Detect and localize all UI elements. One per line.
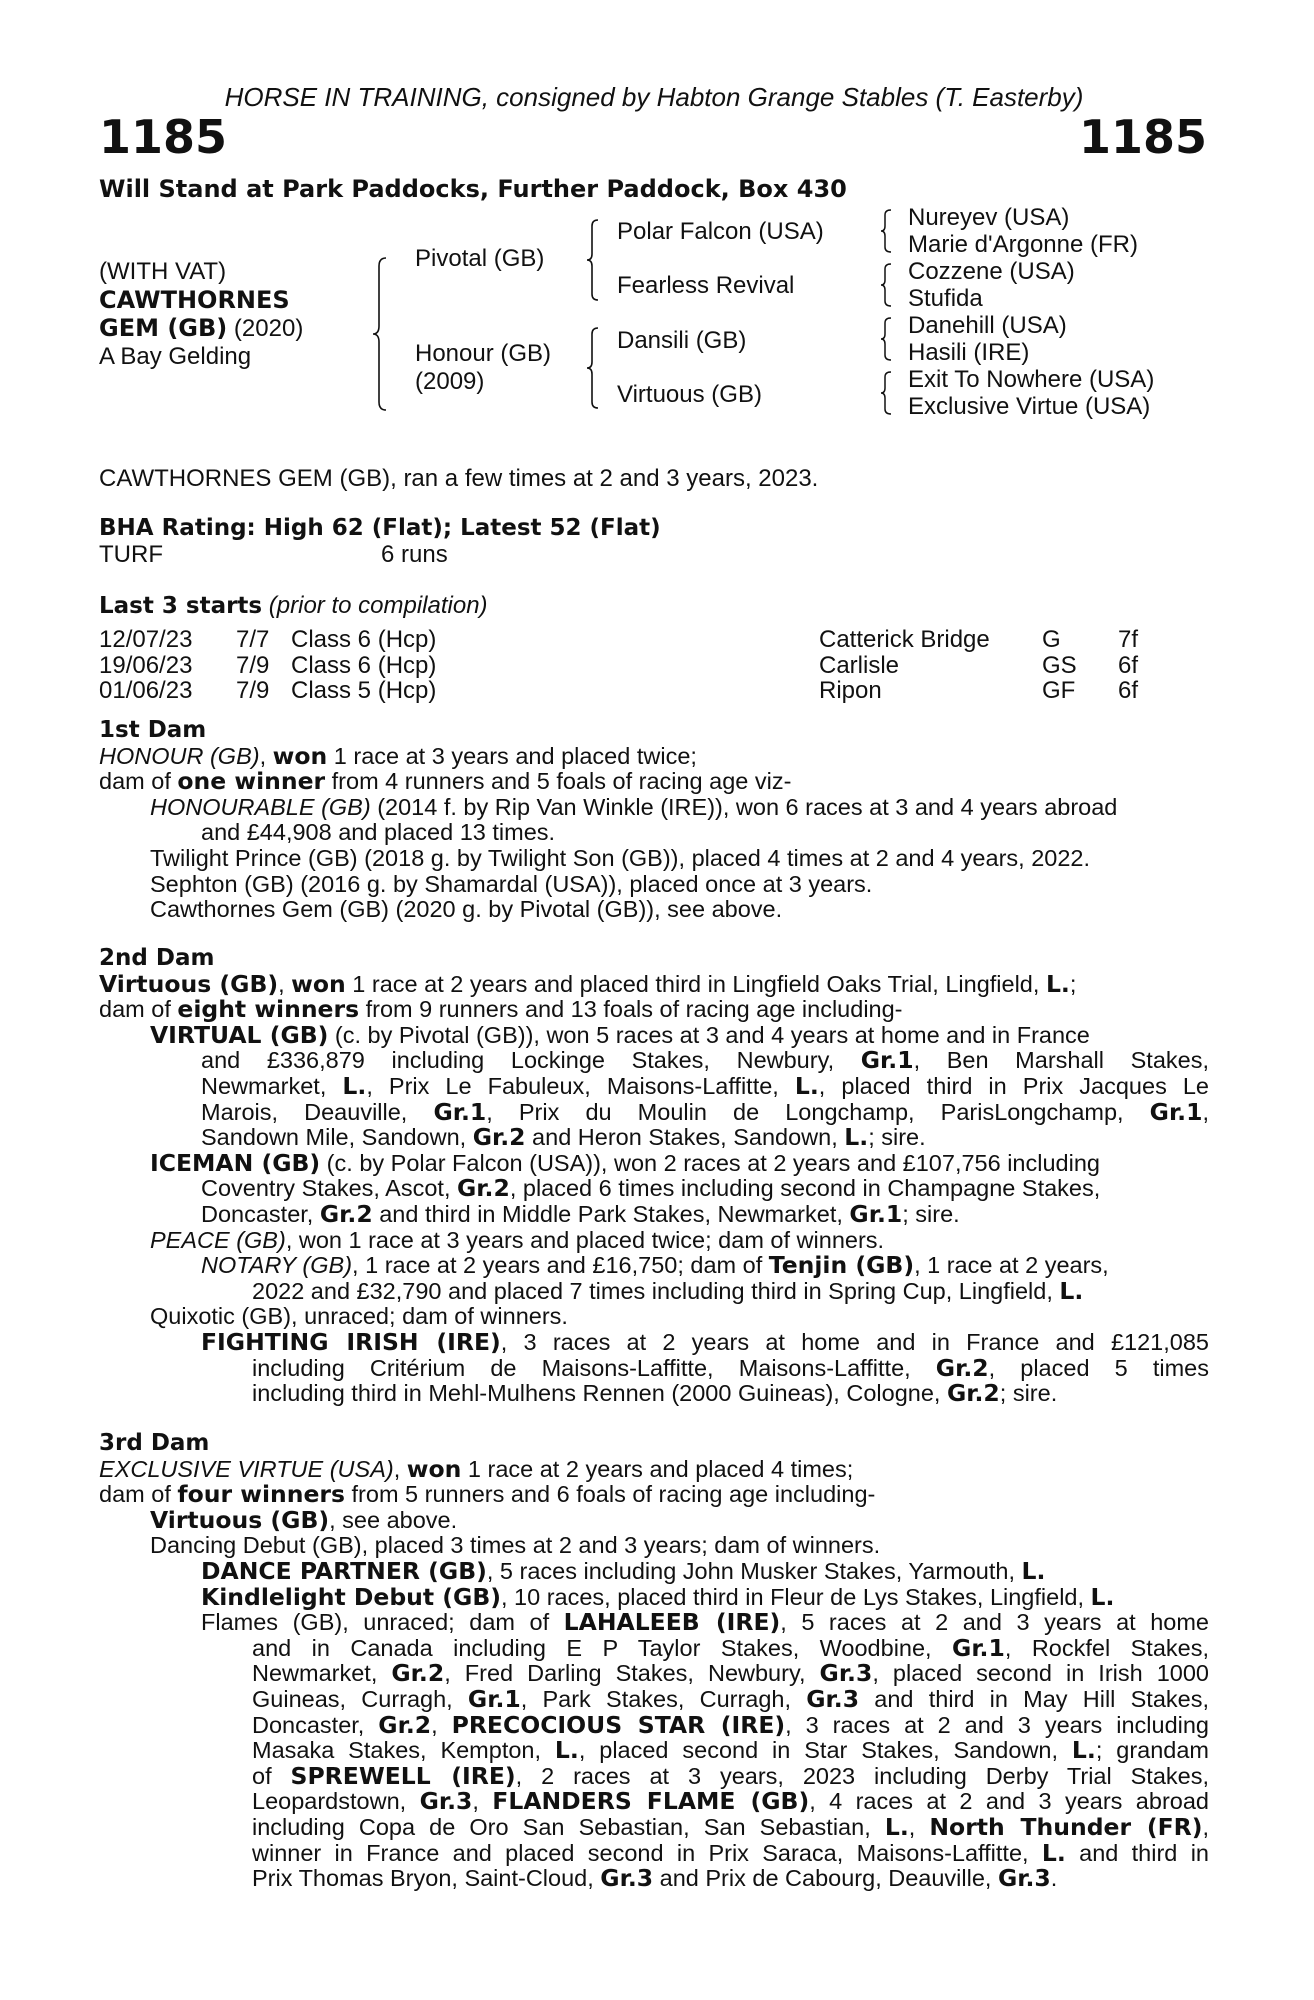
gg-3: Cozzene (USA) <box>908 258 1075 285</box>
bha-rating: BHA Rating: High 62 (Flat); Latest 52 (Flat) <box>99 515 661 541</box>
grade-label: Gr.3 <box>997 1864 1051 1893</box>
progeny-name: DANCE PARTNER (GB) <box>201 1556 487 1585</box>
text: , 4 races at 2 and 3 years abroad <box>809 1788 1209 1815</box>
grade-label: Gr.2 <box>457 1174 510 1203</box>
text: 1 race at 2 years and placed third in Lingfield Oaks Trial, Lingfield, <box>345 970 1046 997</box>
first-dam-title: 1st Dam <box>99 717 207 743</box>
flames-line11 <box>99 1866 1209 1892</box>
progeny-1 <box>99 795 1209 821</box>
horse-name-line2 <box>99 314 303 343</box>
progeny-name: SPREWELL (IRE) <box>290 1761 516 1790</box>
text: , Prix Le Fabuleux, Maisons-Laffitte, <box>366 1072 795 1099</box>
last-starts-label: Last 3 starts <box>99 593 263 619</box>
iceman-line1 <box>99 1148 1209 1177</box>
text: from 4 runners and 5 foals of racing age viz- <box>325 768 792 795</box>
flames-line8 <box>99 1789 1209 1815</box>
second-dam-title: 2nd Dam <box>99 945 215 971</box>
flames-line7 <box>99 1761 1209 1790</box>
sire: Pivotal (GB) <box>415 245 545 272</box>
text: , 3 races at 2 and 3 years including <box>785 1711 1209 1738</box>
grade-label: Gr.1 <box>467 1684 521 1713</box>
virtual-line2 <box>99 1048 1209 1074</box>
text: ; grandam <box>1095 1737 1209 1764</box>
text: , 2 races at 3 years, 2023 including Derby Trial Stakes, <box>515 1762 1209 1789</box>
pedigree-bracket-main <box>372 256 392 412</box>
listed-label: L. <box>1090 1582 1115 1611</box>
gg-6: Hasili (IRE) <box>908 339 1030 366</box>
text: Prix Thomas Bryon, Saint-Cloud, <box>252 1865 601 1892</box>
text: Doncaster, <box>252 1711 379 1738</box>
text: , <box>393 1455 407 1482</box>
won-label: won <box>272 741 328 770</box>
winner-count: eight winners <box>177 995 360 1024</box>
text: ; sire. <box>999 1380 1058 1407</box>
horse-name-line1: CAWTHORNES <box>99 286 290 314</box>
grade-label: Gr.3 <box>419 1787 473 1816</box>
third-dam-line1 <box>99 1454 1209 1483</box>
text: , <box>431 1711 452 1738</box>
text: ; <box>1069 970 1077 997</box>
text: (2014 f. by Rip Van Winkle (IRE)), won 6 races at 3 and 4 years abroad <box>370 793 1118 820</box>
text: dam of <box>99 996 178 1023</box>
dam-dam: Virtuous (GB) <box>617 381 762 408</box>
notary-line1 <box>99 1253 1209 1279</box>
progeny-name: FIGHTING IRISH (IRE) <box>201 1327 501 1356</box>
text: of <box>252 1762 291 1789</box>
grade-label: Gr.2 <box>472 1123 526 1152</box>
text: , 5 races including John Musker Stakes, Yarmouth, <box>486 1557 1022 1584</box>
winner-count: one winner <box>177 767 326 796</box>
text: Doncaster, <box>201 1200 320 1227</box>
start-distance: 6f <box>1118 651 1139 679</box>
text: Guineas, Curragh, <box>252 1685 468 1712</box>
gg-7: Exit To Nowhere (USA) <box>908 366 1155 393</box>
horse-name: GEM (GB) <box>99 314 228 342</box>
start-date: 01/06/23 <box>99 677 193 704</box>
progeny-name: NOTARY (GB) <box>201 1252 353 1279</box>
text: dam of <box>99 768 178 795</box>
flames-line2 <box>99 1633 1209 1662</box>
pedigree-bracket-g4 <box>880 370 894 416</box>
text: Flames (GB), unraced; dam of <box>201 1609 564 1636</box>
text: , <box>1202 1813 1210 1840</box>
text: Newmarket, <box>201 1072 343 1099</box>
listed-label: L. <box>1071 1736 1096 1765</box>
progeny-name: Tenjin (GB) <box>768 1251 915 1280</box>
second-dam-line1: Virtuous (GB), won 1 race at 2 years and placed third in Lingfield Oaks Trial, Lingfield, L.; <box>99 969 1077 998</box>
gg-5: Danehill (USA) <box>908 312 1067 339</box>
last-starts-note: (prior to compilation) <box>262 592 488 619</box>
start-distance: 7f <box>1118 626 1139 653</box>
sire-sire: Polar Falcon (USA) <box>617 218 824 245</box>
kindlelight-line <box>99 1582 1209 1611</box>
listed-label: L. <box>794 1071 819 1100</box>
text: , <box>908 1813 930 1840</box>
virtual-line4 <box>99 1097 1209 1126</box>
progeny-name: North Thunder (FR) <box>929 1812 1203 1841</box>
horse-description: A Bay Gelding <box>99 343 252 370</box>
consignment-line: HORSE IN TRAINING, consigned by Habton Grange Stables (T. Easterby) <box>224 82 1084 112</box>
start-course: Catterick Bridge <box>819 626 990 653</box>
flames-line3 <box>99 1661 1209 1687</box>
text: 1 race at 2 years and placed 4 times; <box>461 1455 854 1482</box>
grade-label: Gr.1 <box>860 1046 914 1075</box>
text: Sandown Mile, Sandown, <box>201 1124 473 1151</box>
listed-label: L. <box>554 1736 579 1765</box>
start-going: GF <box>1042 677 1076 704</box>
text: from 9 runners and 13 foals of racing age including- <box>359 996 903 1023</box>
progeny-name: Virtuous (GB) <box>150 1505 330 1534</box>
grade-label: Gr.2 <box>319 1199 373 1228</box>
text: ; sire. <box>902 1200 960 1227</box>
start-date: 12/07/23 <box>99 626 193 653</box>
grade-label: Gr.2 <box>391 1659 445 1688</box>
text: , see above. <box>329 1506 458 1533</box>
text: including Critérium de Maisons-Laffitte, Maisons-Laffitte, <box>252 1354 936 1381</box>
second-dam-name: Virtuous (GB) <box>99 969 279 998</box>
notary-line2 <box>99 1276 1209 1305</box>
text: . <box>1050 1865 1058 1892</box>
first-dam-line2 <box>99 769 1209 795</box>
dam: Honour (GB) <box>415 340 552 367</box>
start-course: Ripon <box>819 677 882 704</box>
grade-label: Gr.3 <box>806 1684 860 1713</box>
progeny-name: HONOURABLE (GB) <box>150 793 371 820</box>
text: , placed 5 times <box>988 1354 1209 1381</box>
listed-label: L. <box>342 1071 367 1100</box>
flames-line6 <box>99 1738 1209 1764</box>
second-dam-section <box>99 946 1209 1407</box>
grade-label: Gr.1 <box>1149 1097 1203 1126</box>
start-course: Carlisle <box>819 651 900 679</box>
surface: TURF <box>99 541 163 568</box>
text: , 1 race at 2 years and £16,750; dam of <box>352 1252 769 1279</box>
dancing-debut-line: Dancing Debut (GB), placed 3 times at 2 and 3 years; dam of winners. <box>150 1532 881 1559</box>
start-date: 19/06/23 <box>99 651 193 679</box>
grade-label: Gr.1 <box>952 1633 1005 1662</box>
horse-info <box>99 258 303 371</box>
flames-line1 <box>99 1610 1209 1636</box>
text: and Prix de Cabourg, Deauville, <box>653 1865 998 1892</box>
flames-line4 <box>99 1684 1209 1713</box>
last-starts-title <box>99 592 488 620</box>
text: including third in Mehl-Mulhens Rennen (2000 Guineas), Cologne, <box>252 1380 947 1407</box>
text: , Park Stakes, Curragh, <box>520 1685 807 1712</box>
text: (c. by Pivotal (GB)), won 5 races at 3 and 4 years at home and in France <box>328 1021 1090 1048</box>
progeny-name: VIRTUAL (GB) <box>150 1020 329 1049</box>
listed-label: L. <box>1041 1838 1066 1867</box>
dance-partner-line <box>99 1556 1209 1585</box>
text: and third in May Hill Stakes, <box>859 1685 1209 1712</box>
third-dam-name: EXCLUSIVE VIRTUE (USA) <box>99 1455 394 1482</box>
text: and third in <box>1065 1839 1209 1866</box>
grade-label: Gr.3 <box>600 1864 654 1893</box>
text: Leopardstown, <box>252 1788 420 1815</box>
progeny-name: Kindlelight Debut (GB) <box>201 1582 501 1611</box>
iceman-line2 <box>99 1176 1209 1202</box>
text: , placed 6 times including second in Champagne Stakes, <box>509 1175 1101 1202</box>
text: Marois, Deauville, <box>201 1098 434 1125</box>
text: , Ben Marshall Stakes, <box>913 1047 1209 1074</box>
gg-4: Stufida <box>908 285 983 312</box>
progeny-3: Sephton (GB) (2016 g. by Shamardal (USA)), placed once at 3 years. <box>150 870 873 897</box>
start-going: GS <box>1042 651 1077 679</box>
fighting-irish-line3 <box>99 1381 1209 1407</box>
text: Newmarket, <box>252 1660 392 1687</box>
text: (c. by Polar Falcon (USA)), won 2 races at 2 years and £107,756 including <box>320 1149 1100 1176</box>
pedigree-bracket-g1 <box>880 208 894 254</box>
fighting-irish-line2 <box>99 1353 1209 1382</box>
start-class: Class 6 (Hcp) <box>291 651 437 679</box>
vat-note: (WITH VAT) <box>99 258 227 285</box>
fighting-irish-line1 <box>99 1327 1209 1356</box>
start-class: Class 5 (Hcp) <box>291 677 437 704</box>
progeny-4: Cawthornes Gem (GB) (2020 g. by Pivotal (GB)), see above. <box>150 896 783 923</box>
text: and £336,879 including Lockinge Stakes, Newbury, <box>201 1047 861 1074</box>
text: , won 1 race at 3 years and placed twice; dam of winners. <box>285 1226 885 1253</box>
grade-label: Gr.3 <box>819 1659 873 1688</box>
lot-number-left: 1185 <box>99 110 228 164</box>
start-going: G <box>1042 626 1061 653</box>
first-dam-line1: HONOUR (GB), won 1 race at 3 years and placed twice; <box>99 741 697 770</box>
text: , Rockfel Stakes, <box>1004 1634 1209 1661</box>
pedigree-bracket-g2 <box>880 262 894 308</box>
text: 2022 and £32,790 and placed 7 times including third in Spring Cup, Lingfield, <box>252 1277 1060 1304</box>
text: Masaka Stakes, Kempton, <box>252 1737 555 1764</box>
progeny-name: LAHALEEB (IRE) <box>563 1608 781 1637</box>
text: , Prix du Moulin de Longchamp, ParisLongchamp, <box>486 1098 1150 1125</box>
listed-label: L. <box>844 1123 869 1152</box>
text: , 10 races, placed third in Fleur de Lys Stakes, Lingfield, <box>500 1583 1091 1610</box>
start-position: 7/7 <box>236 626 270 653</box>
peace-line <box>99 1228 1209 1254</box>
iceman-line3 <box>99 1199 1209 1228</box>
third-dam-title: 3rd Dam <box>99 1430 210 1456</box>
gg-8: Exclusive Virtue (USA) <box>908 393 1151 420</box>
lot-number-right: 1185 <box>1078 110 1207 164</box>
start-class: Class 6 (Hcp) <box>291 626 437 653</box>
start-position: 7/9 <box>236 651 270 679</box>
first-dam-record: 1 race at 3 years and placed twice; <box>327 742 697 769</box>
text: ; sire. <box>868 1124 926 1151</box>
text: including Copa de Oro San Sebastian, San Sebastian, <box>252 1813 885 1840</box>
surface-runs: 6 runs <box>381 541 448 568</box>
third-dam-section <box>99 1431 1209 1892</box>
dam-year: (2009) <box>415 368 485 395</box>
won-label: won <box>291 969 346 998</box>
text: , <box>472 1788 493 1815</box>
winner-count: four winners <box>177 1480 345 1509</box>
listed-label: L. <box>1021 1556 1046 1585</box>
text: , 5 races at 2 and 3 years at home <box>780 1609 1210 1636</box>
start-position: 7/9 <box>236 677 270 704</box>
text: winner in France and placed second in Prix Saraca, Maisons-Laffitte, <box>252 1839 1042 1866</box>
text: and third in Middle Park Stakes, Newmarket, <box>372 1200 850 1227</box>
pedigree-bracket-sire <box>586 218 602 302</box>
start-distance: 6f <box>1118 677 1139 704</box>
text: and in Canada including E P Taylor Stakes, Woodbine, <box>252 1634 953 1661</box>
gg-1: Nureyev (USA) <box>908 204 1070 231</box>
virtual-line1 <box>99 1020 1209 1049</box>
text: , <box>1202 1098 1209 1125</box>
second-dam-line2 <box>99 997 1209 1023</box>
progeny-name: PRECOCIOUS STAR (IRE) <box>451 1710 786 1739</box>
quixotic-line: Quixotic (GB), unraced; dam of winners. <box>150 1303 568 1330</box>
flames-line9 <box>99 1812 1210 1841</box>
progeny-name: FLANDERS FLAME (GB) <box>492 1787 810 1816</box>
pedigree-bracket-g3 <box>880 316 894 362</box>
text: , placed second in Irish 1000 <box>872 1660 1210 1687</box>
text: , placed third in Prix Jacques Le <box>818 1072 1210 1099</box>
virtual-line5 <box>99 1125 1209 1151</box>
progeny-1-cont: and £44,908 and placed 13 times. <box>201 819 556 846</box>
stand-location: Will Stand at Park Paddocks, Further Paddock, Box 430 <box>99 175 847 203</box>
grade-label: Gr.1 <box>433 1097 487 1126</box>
text: , 3 races at 2 years at home and in France and £121,085 <box>500 1328 1209 1355</box>
grade-label: Gr.2 <box>935 1353 989 1382</box>
text: and Heron Stakes, Sandown, <box>525 1124 845 1151</box>
progeny-2: Twilight Prince (GB) (2018 g. by Twilight Son (GB)), placed 4 times at 2 and 4 years, 2022. <box>150 844 1091 871</box>
text: , Fred Darling Stakes, Newbury, <box>444 1660 820 1687</box>
grade-label: Gr.1 <box>849 1199 903 1228</box>
text: from 5 runners and 6 foals of racing age including- <box>345 1481 876 1508</box>
won-label: won <box>406 1454 462 1483</box>
text: , 1 race at 2 years, <box>914 1252 1109 1279</box>
progeny-name: PEACE (GB) <box>150 1226 286 1253</box>
horse-year: (2020) <box>227 315 304 342</box>
pedigree-bracket-dam <box>586 326 602 410</box>
summary-line: CAWTHORNES GEM (GB), ran a few times at 2 and 3 years, 2023. <box>99 465 819 492</box>
grade-label: Gr.2 <box>378 1710 432 1739</box>
first-dam-section <box>99 718 1209 923</box>
dam-sire: Dansili (GB) <box>617 327 747 354</box>
text: , placed second in Star Stakes, Sandown, <box>578 1737 1072 1764</box>
listed-label: L. <box>884 1812 909 1841</box>
flames-line10 <box>99 1838 1209 1867</box>
third-dam-line2 <box>99 1482 1209 1508</box>
listed-label: L. <box>1045 969 1070 998</box>
listed-label: L. <box>1059 1276 1084 1305</box>
sire-dam: Fearless Revival <box>617 272 795 299</box>
grade-label: Gr.2 <box>946 1379 1000 1408</box>
virtual-line3 <box>99 1071 1210 1100</box>
text: Coventry Stakes, Ascot, <box>201 1175 457 1202</box>
gg-2: Marie d'Argonne (FR) <box>908 231 1138 258</box>
virtuous-line <box>99 1505 1209 1534</box>
text: dam of <box>99 1481 178 1508</box>
first-dam-name: HONOUR (GB) <box>99 742 260 769</box>
progeny-name: ICEMAN (GB) <box>150 1148 321 1177</box>
flames-line5 <box>99 1710 1209 1739</box>
